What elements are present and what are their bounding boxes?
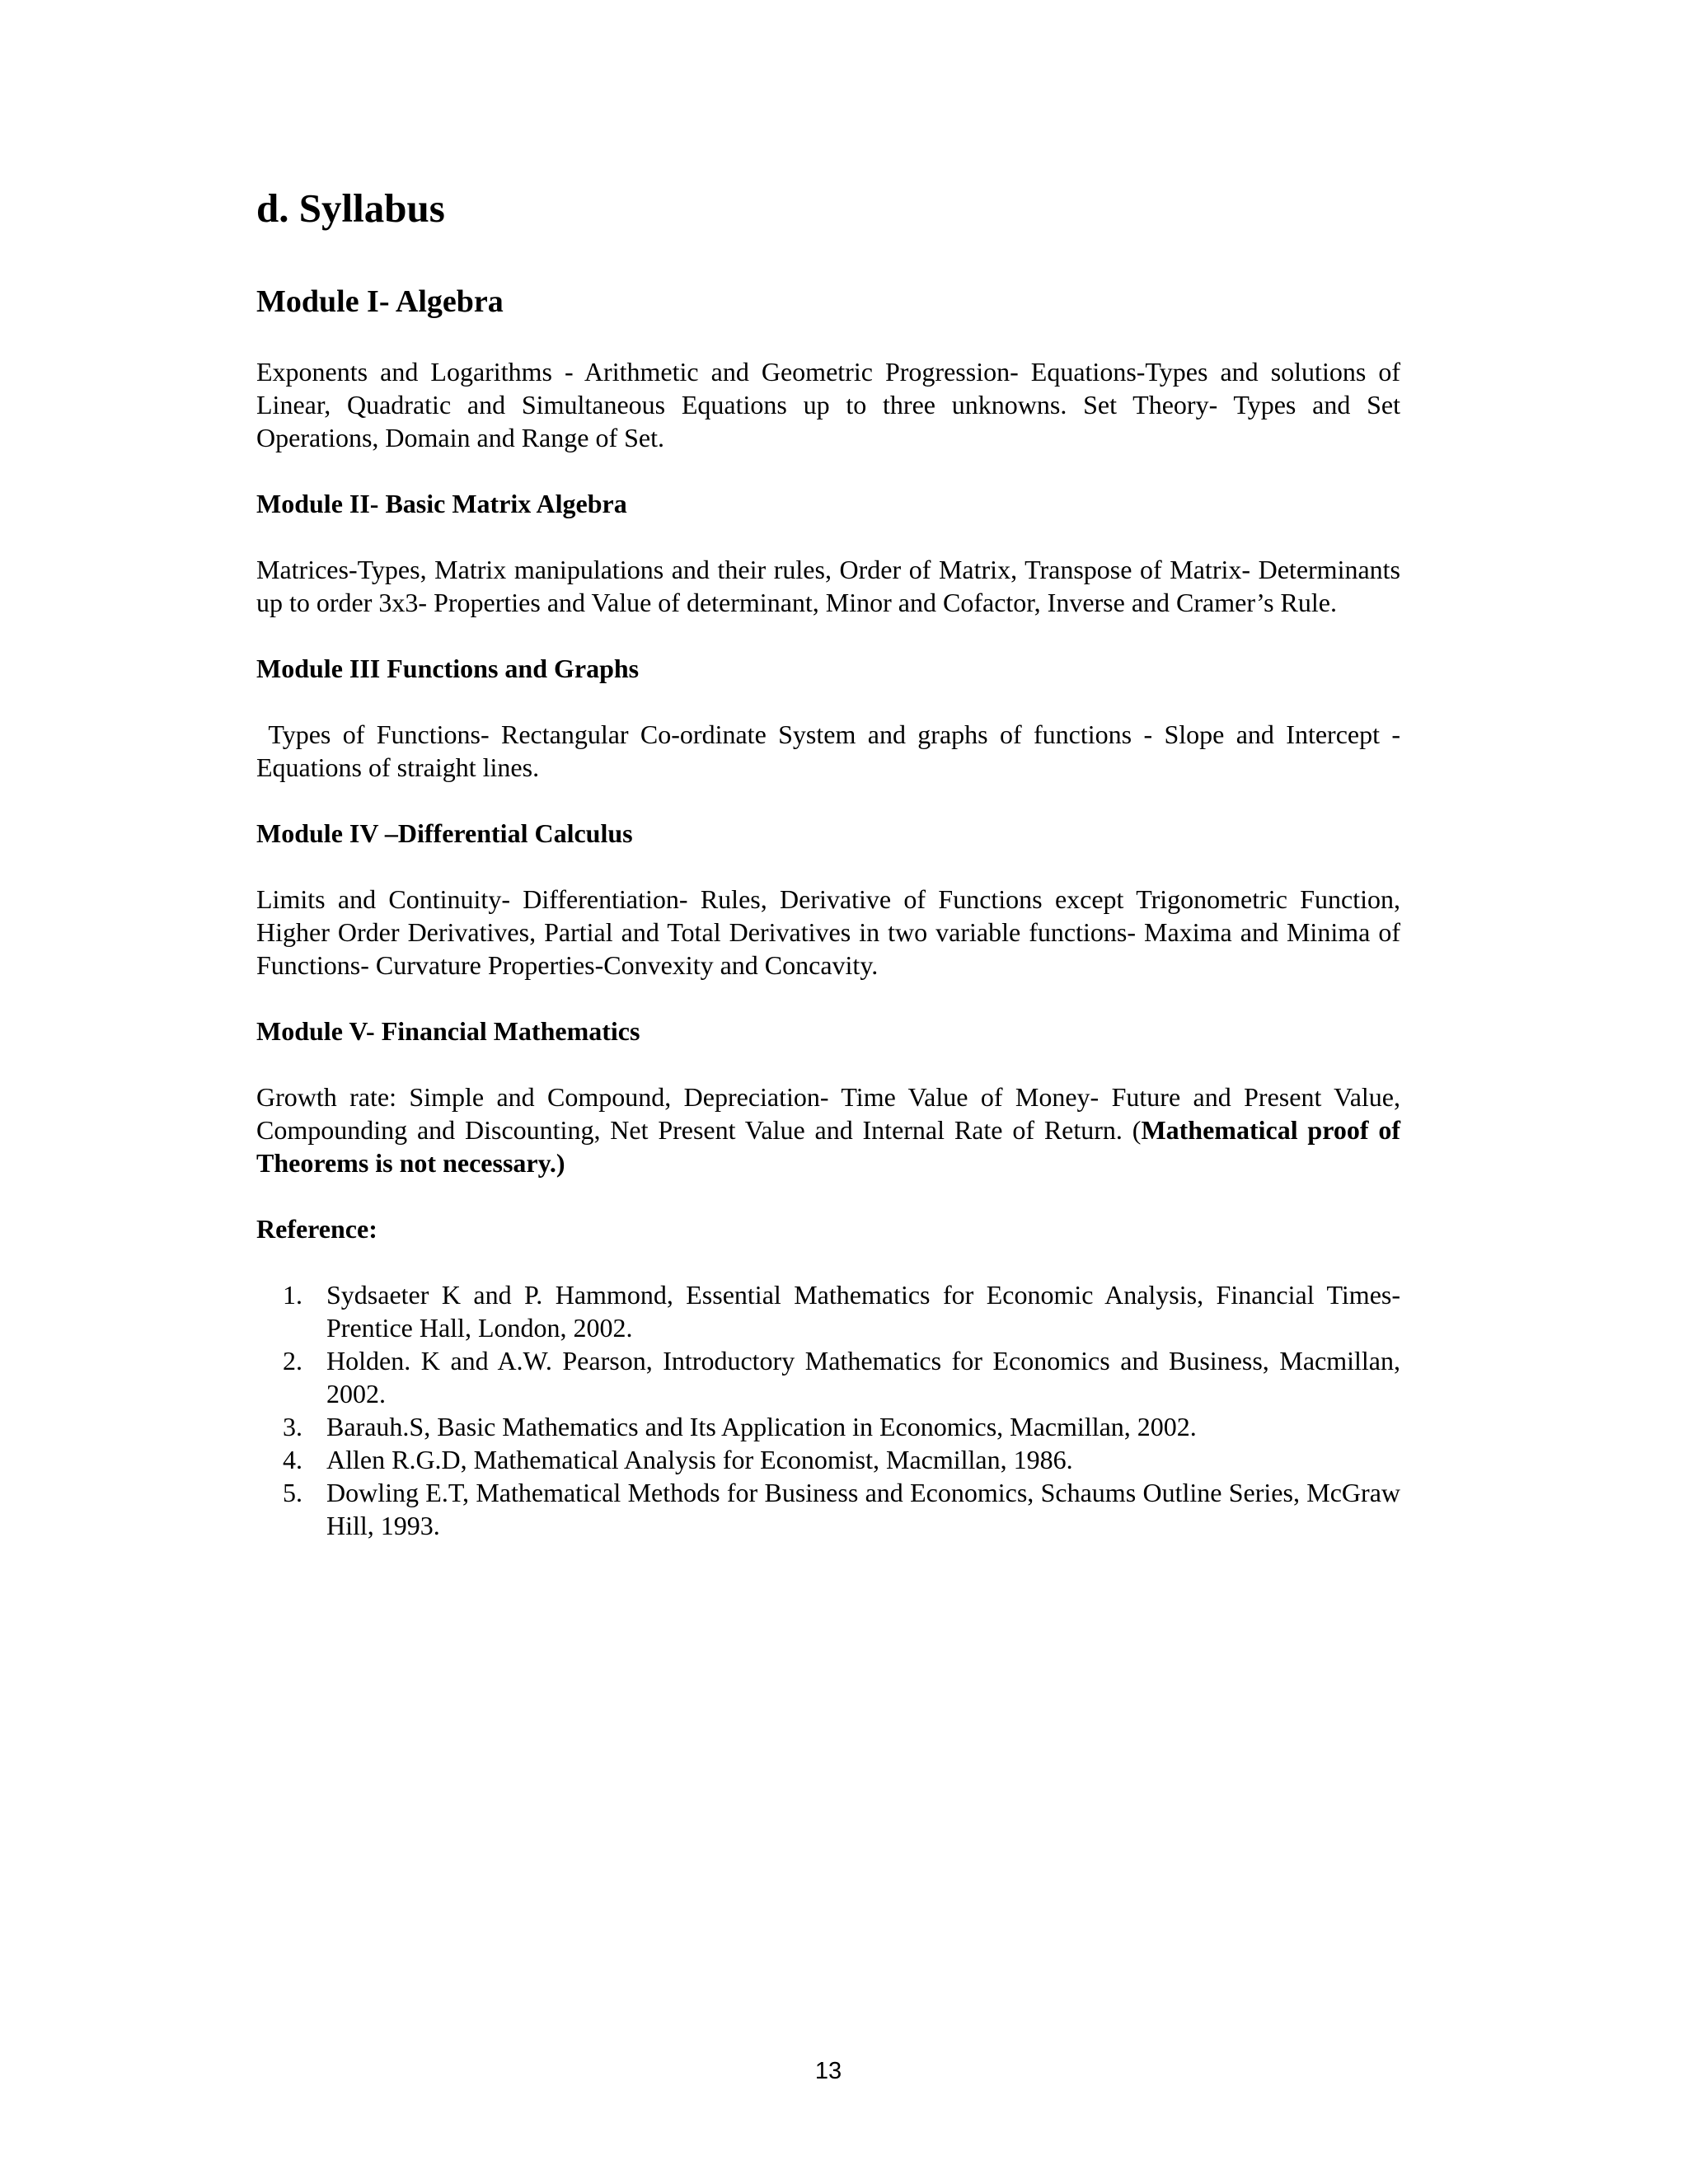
reference-text: Allen R.G.D, Mathematical Analysis for Economist, Macmillan, 1986.	[326, 1445, 1073, 1474]
module-2-title: Module II- Basic Matrix Algebra	[256, 489, 627, 518]
module-3-title: Module III Functions and Graphs	[256, 654, 640, 683]
module-2-text: Matrices-Types, Matrix manipulations and their rules, Order of Matrix, Transpose of Matrix- Determinants up to order 3x3- Properties and Value of determinant, Minor and Cofactor, Inverse and Cramer’s Rule.	[256, 555, 1400, 617]
references-heading: Reference:	[256, 1214, 377, 1244]
module-5-text: Growth rate: Simple and Compound, Depreciation- Time Value of Money- Future and Present Value, Compounding and Discounting, Net Present Value and Internal Rate of Return. (	[256, 1082, 1400, 1145]
reference-number: 1.	[283, 1280, 302, 1310]
reference-number: 3.	[283, 1412, 302, 1441]
reference-number: 2.	[283, 1346, 302, 1376]
reference-text: Holden. K and A.W. Pearson, Introductory Mathematics for Economics and Business, Macmillan, 2002.	[326, 1346, 1400, 1408]
reference-list	[256, 1278, 1400, 1542]
page-title: d. Syllabus	[256, 185, 445, 231]
reference-text: Dowling E.T, Mathematical Methods for Business and Economics, Schaums Outline Series, McGraw Hill, 1993.	[326, 1478, 1400, 1540]
module-3-text: Types of Functions- Rectangular Co-ordinate System and graphs of functions - Slope and Intercept - Equations of straight lines.	[256, 719, 1408, 782]
reference-item	[256, 1443, 1400, 1476]
module-1-text: Exponents and Logarithms - Arithmetic and Geometric Progression- Equations-Types and solutions of Linear, Quadratic and Simultaneous Equations up to three unknowns. Set Theory- Types and Set Operations, Domain and Range of Set.	[256, 357, 1400, 452]
reference-text: Barauh.S, Basic Mathematics and Its Application in Economics, Macmillan, 2002.	[326, 1412, 1197, 1441]
page-number: 13	[814, 2058, 842, 2084]
reference-item	[256, 1278, 1400, 1344]
module-5-note: Mathematical proof of Theorems is not necessary.)	[256, 1115, 1401, 1178]
module-5-paragraph	[256, 1080, 1400, 1179]
reference-number: 5.	[283, 1478, 302, 1507]
module-4-title: Module IV –Differential Calculus	[256, 818, 633, 848]
module-4-text: Limits and Continuity- Differentiation- Rules, Derivative of Functions except Trigonometric Function, Higher Order Derivatives, Partial and Total Derivatives in two variable functions- Maxima and Minima of Functions- Curvature Properties-Convexity and Concavity.	[256, 884, 1400, 980]
reference-text: Sydsaeter K and P. Hammond, Essential Mathematics for Economic Analysis, Financial Times- Prentice Hall, London, 2002.	[326, 1280, 1400, 1343]
reference-item	[256, 1476, 1400, 1542]
reference-item	[256, 1410, 1400, 1443]
reference-number: 4.	[283, 1445, 302, 1474]
reference-item	[256, 1344, 1400, 1410]
document-body	[256, 180, 1408, 1542]
module-5-title: Module V- Financial Mathematics	[256, 1016, 640, 1046]
module-1-title: Module I- Algebra	[256, 284, 504, 319]
